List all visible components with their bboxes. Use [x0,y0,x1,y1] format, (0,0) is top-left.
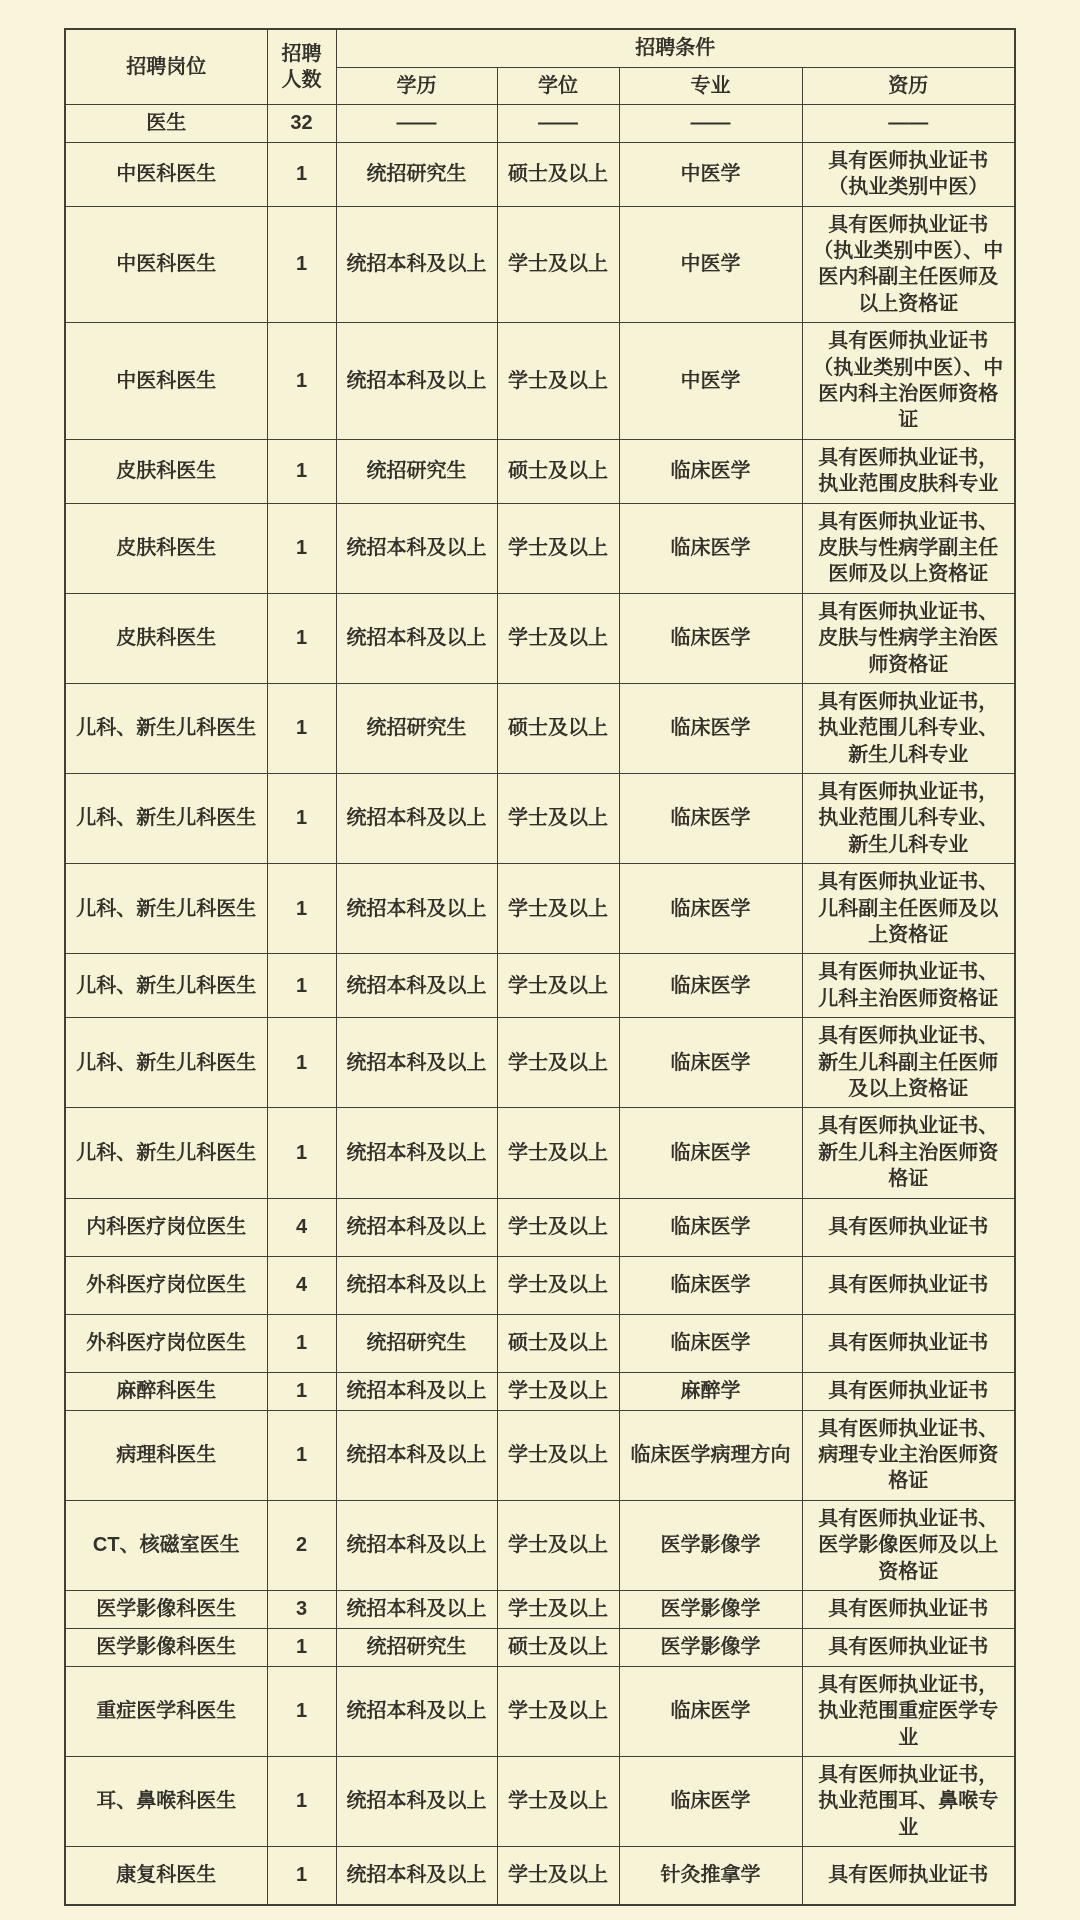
cell-position: 外科医疗岗位医生 [65,1256,267,1314]
cell-major: 临床医学 [619,1256,802,1314]
cell-major: 临床医学 [619,774,802,864]
cell-major: 临床医学 [619,439,802,503]
cell-qualification: 具有医师执业证书（执业类别中医）、中医内科主治医师资格证 [802,323,1015,440]
cell-major: 麻醉学 [619,1372,802,1410]
table-row [65,439,1015,503]
cell-position: 内科医疗岗位医生 [65,1198,267,1256]
cell-qualification: 具有医师执业证书 [802,1590,1015,1628]
table-row [65,1198,1015,1256]
cell-position: 儿科、新生儿科医生 [65,683,267,773]
table-row [65,323,1015,440]
cell-education: 统招本科及以上 [336,1500,497,1590]
cell-degree: 学士及以上 [497,1410,619,1500]
table-row [65,1410,1015,1500]
cell-count: 4 [267,1198,336,1256]
cell-qualification: 具有医师执业证书、病理专业主治医师资格证 [802,1410,1015,1500]
cell-major: —— [619,104,802,142]
cell-degree: 学士及以上 [497,1590,619,1628]
cell-position: 皮肤科医生 [65,439,267,503]
cell-position: 耳、鼻喉科医生 [65,1757,267,1847]
cell-qualification: 具有医师执业证书（执业类别中医） [802,142,1015,206]
table-row [65,864,1015,954]
cell-qualification: 具有医师执业证书、医学影像医师及以上资格证 [802,1500,1015,1590]
header-position: 招聘岗位 [65,29,267,104]
header-conditions-group: 招聘条件 [336,29,1015,67]
cell-degree: 学士及以上 [497,206,619,323]
cell-degree: 学士及以上 [497,1018,619,1108]
cell-count: 32 [267,104,336,142]
cell-major: 临床医学 [619,593,802,683]
cell-degree: 学士及以上 [497,1108,619,1198]
cell-major: 中医学 [619,323,802,440]
table-row [65,503,1015,593]
cell-education: 统招本科及以上 [336,323,497,440]
cell-count: 1 [267,1410,336,1500]
cell-qualification: 具有医师执业证书、新生儿科副主任医师及以上资格证 [802,1018,1015,1108]
table-row [65,774,1015,864]
cell-count: 1 [267,1628,336,1666]
table-row [65,1256,1015,1314]
cell-count: 1 [267,1757,336,1847]
cell-degree: 学士及以上 [497,1372,619,1410]
cell-position: 中医科医生 [65,206,267,323]
cell-major: 临床医学 [619,864,802,954]
cell-major: 临床医学病理方向 [619,1410,802,1500]
cell-degree: 硕士及以上 [497,142,619,206]
cell-qualification: 具有医师执业证书、皮肤与性病学副主任医师及以上资格证 [802,503,1015,593]
cell-count: 1 [267,1314,336,1372]
cell-education: 统招研究生 [336,683,497,773]
cell-count: 1 [267,503,336,593]
cell-education: 统招研究生 [336,439,497,503]
cell-education: 统招本科及以上 [336,1018,497,1108]
table-header [65,29,1015,104]
table-row [65,1590,1015,1628]
table-row [65,1108,1015,1198]
table-row [65,1314,1015,1372]
cell-major: 临床医学 [619,683,802,773]
cell-education: 统招研究生 [336,1628,497,1666]
table-body [65,104,1015,1904]
cell-position: 医生 [65,104,267,142]
cell-position: 儿科、新生儿科医生 [65,1018,267,1108]
cell-position: 病理科医生 [65,1410,267,1500]
cell-position: 皮肤科医生 [65,503,267,593]
cell-qualification: 具有医师执业证书、皮肤与性病学主治医师资格证 [802,593,1015,683]
cell-degree: 学士及以上 [497,1847,619,1905]
header-degree: 学位 [497,67,619,104]
cell-count: 1 [267,439,336,503]
cell-education: 统招本科及以上 [336,1410,497,1500]
cell-qualification: 具有医师执业证书、新生儿科主治医师资格证 [802,1108,1015,1198]
table-row [65,104,1015,142]
cell-qualification: 具有医师执业证书 [802,1847,1015,1905]
cell-position: 儿科、新生儿科医生 [65,954,267,1018]
cell-count: 4 [267,1256,336,1314]
cell-count: 1 [267,323,336,440]
table-row [65,683,1015,773]
cell-major: 临床医学 [619,1018,802,1108]
table-row [65,1018,1015,1108]
cell-position: 医学影像科医生 [65,1628,267,1666]
cell-qualification: —— [802,104,1015,142]
header-qualification: 资历 [802,67,1015,104]
cell-position: 皮肤科医生 [65,593,267,683]
cell-degree: 学士及以上 [497,864,619,954]
cell-degree: 学士及以上 [497,503,619,593]
cell-education: 统招本科及以上 [336,1198,497,1256]
header-major: 专业 [619,67,802,104]
cell-position: 重症医学科医生 [65,1666,267,1756]
cell-major: 医学影像学 [619,1628,802,1666]
cell-degree: 学士及以上 [497,774,619,864]
header-row-group [65,29,1015,67]
cell-major: 临床医学 [619,1314,802,1372]
cell-major: 临床医学 [619,1198,802,1256]
table-row [65,1757,1015,1847]
cell-education: 统招本科及以上 [336,593,497,683]
cell-major: 临床医学 [619,954,802,1018]
cell-education: 统招本科及以上 [336,1590,497,1628]
cell-count: 1 [267,1847,336,1905]
cell-major: 临床医学 [619,1666,802,1756]
cell-count: 1 [267,1666,336,1756]
cell-count: 1 [267,1372,336,1410]
cell-position: 外科医疗岗位医生 [65,1314,267,1372]
cell-degree: 学士及以上 [497,954,619,1018]
cell-position: CT、核磁室医生 [65,1500,267,1590]
cell-degree: 学士及以上 [497,1198,619,1256]
cell-degree: 学士及以上 [497,1757,619,1847]
cell-count: 1 [267,683,336,773]
cell-education: 统招本科及以上 [336,1666,497,1756]
table-row [65,1500,1015,1590]
cell-degree: 硕士及以上 [497,1628,619,1666]
table-row [65,1372,1015,1410]
cell-qualification: 具有医师执业证书 [802,1372,1015,1410]
cell-education: 统招本科及以上 [336,1847,497,1905]
cell-degree: 学士及以上 [497,1256,619,1314]
cell-education: 统招本科及以上 [336,1757,497,1847]
cell-position: 中医科医生 [65,142,267,206]
cell-position: 麻醉科医生 [65,1372,267,1410]
recruitment-table [64,28,1016,1906]
cell-qualification: 具有医师执业证书，执业范围儿科专业、新生儿科专业 [802,774,1015,864]
cell-education: 统招研究生 [336,142,497,206]
cell-qualification: 具有医师执业证书 [802,1314,1015,1372]
header-count: 招聘人数 [267,29,336,104]
cell-major: 医学影像学 [619,1590,802,1628]
cell-qualification: 具有医师执业证书、儿科副主任医师及以上资格证 [802,864,1015,954]
cell-qualification: 具有医师执业证书，执业范围耳、鼻喉专业 [802,1757,1015,1847]
cell-position: 医学影像科医生 [65,1590,267,1628]
cell-degree: 硕士及以上 [497,439,619,503]
table-row [65,1666,1015,1756]
table-row [65,954,1015,1018]
cell-position: 儿科、新生儿科医生 [65,864,267,954]
cell-education: 统招本科及以上 [336,774,497,864]
cell-degree: 学士及以上 [497,323,619,440]
cell-major: 针灸推拿学 [619,1847,802,1905]
cell-degree: 学士及以上 [497,1666,619,1756]
cell-qualification: 具有医师执业证书，执业范围重症医学专业 [802,1666,1015,1756]
cell-major: 医学影像学 [619,1500,802,1590]
table-row [65,593,1015,683]
cell-count: 2 [267,1500,336,1590]
cell-degree: 学士及以上 [497,1500,619,1590]
cell-degree: 学士及以上 [497,593,619,683]
cell-count: 1 [267,864,336,954]
cell-education: 统招本科及以上 [336,1256,497,1314]
cell-position: 儿科、新生儿科医生 [65,774,267,864]
cell-count: 1 [267,954,336,1018]
cell-count: 1 [267,774,336,864]
cell-major: 中医学 [619,206,802,323]
cell-count: 1 [267,142,336,206]
cell-education: 统招本科及以上 [336,503,497,593]
cell-education: 统招本科及以上 [336,1108,497,1198]
cell-qualification: 具有医师执业证书 [802,1628,1015,1666]
cell-major: 临床医学 [619,1757,802,1847]
cell-major: 中医学 [619,142,802,206]
cell-major: 临床医学 [619,503,802,593]
cell-count: 1 [267,1018,336,1108]
cell-position: 儿科、新生儿科医生 [65,1108,267,1198]
cell-qualification: 具有医师执业证书（执业类别中医）、中医内科副主任医师及以上资格证 [802,206,1015,323]
cell-count: 1 [267,206,336,323]
cell-degree: 硕士及以上 [497,683,619,773]
cell-qualification: 具有医师执业证书，执业范围儿科专业、新生儿科专业 [802,683,1015,773]
cell-count: 3 [267,1590,336,1628]
cell-education: 统招本科及以上 [336,954,497,1018]
cell-qualification: 具有医师执业证书 [802,1198,1015,1256]
cell-position: 中医科医生 [65,323,267,440]
cell-degree: 硕士及以上 [497,1314,619,1372]
cell-count: 1 [267,593,336,683]
cell-education: —— [336,104,497,142]
cell-education: 统招本科及以上 [336,1372,497,1410]
table-row [65,206,1015,323]
cell-count: 1 [267,1108,336,1198]
cell-education: 统招本科及以上 [336,206,497,323]
cell-qualification: 具有医师执业证书 [802,1256,1015,1314]
cell-qualification: 具有医师执业证书，执业范围皮肤科专业 [802,439,1015,503]
table-row [65,142,1015,206]
cell-degree: —— [497,104,619,142]
header-education: 学历 [336,67,497,104]
table-row [65,1628,1015,1666]
table-row [65,1847,1015,1905]
cell-qualification: 具有医师执业证书、儿科主治医师资格证 [802,954,1015,1018]
cell-education: 统招研究生 [336,1314,497,1372]
cell-major: 临床医学 [619,1108,802,1198]
cell-position: 康复科医生 [65,1847,267,1905]
cell-education: 统招本科及以上 [336,864,497,954]
